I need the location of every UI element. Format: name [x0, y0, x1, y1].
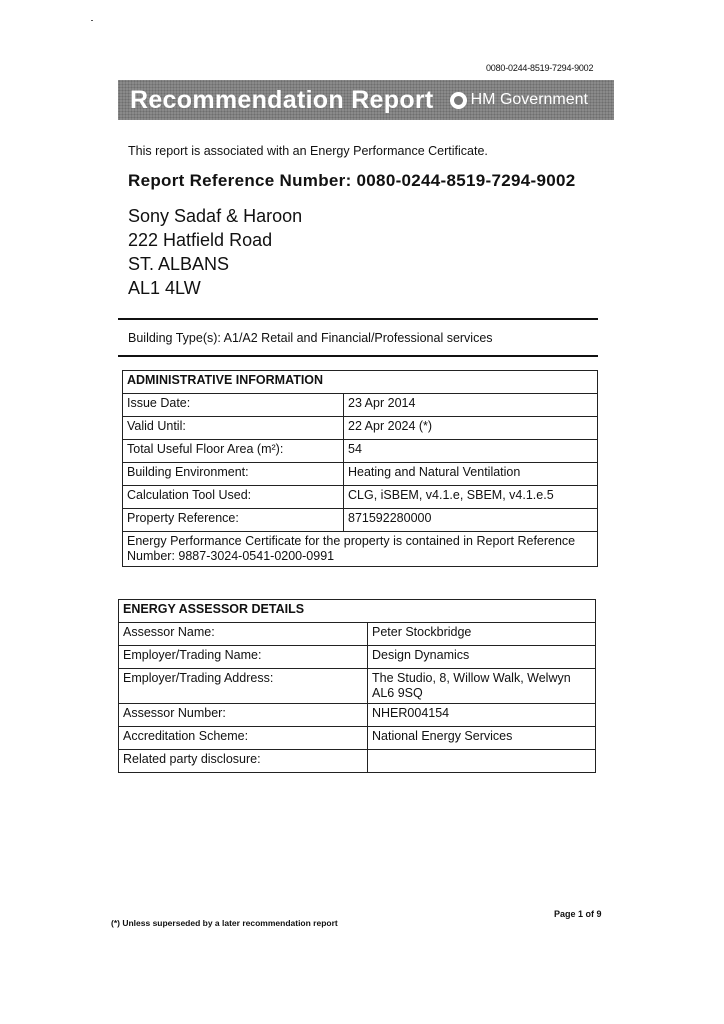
admin-value: 22 Apr 2024 (*)	[344, 417, 598, 440]
admin-label: Calculation Tool Used:	[123, 486, 344, 509]
assessor-value: Peter Stockbridge	[368, 623, 596, 646]
crest-icon	[450, 92, 467, 109]
intro-text: This report is associated with an Energy Performance Certificate.	[128, 144, 488, 158]
scan-mark	[91, 20, 93, 21]
assessor-label: Assessor Name:	[119, 623, 368, 646]
table-row	[123, 394, 598, 417]
table-row	[119, 750, 596, 773]
report-banner	[118, 80, 614, 120]
table-row	[119, 727, 596, 750]
table-row	[119, 704, 596, 727]
address-line: 222 Hatfield Road	[128, 230, 273, 250]
building-type: Building Type(s): A1/A2 Retail and Financial/Professional services	[128, 331, 493, 345]
assessor-label: Assessor Number:	[119, 704, 368, 727]
assessor-value: NHER004154	[368, 704, 596, 727]
admin-label: Valid Until:	[123, 417, 344, 440]
hm-government-logo	[450, 91, 588, 109]
assessor-value: National Energy Services	[368, 727, 596, 750]
energy-assessor-table	[118, 599, 596, 773]
admin-label: Property Reference:	[123, 509, 344, 532]
page-number: Page 1 of 9	[554, 909, 602, 919]
address-line: AL1 4LW	[128, 278, 201, 298]
assessor-heading: ENERGY ASSESSOR DETAILS	[119, 600, 596, 623]
table-row	[119, 669, 596, 704]
admin-value: Heating and Natural Ventilation	[344, 463, 598, 486]
divider-top	[118, 318, 598, 320]
admin-value: CLG, iSBEM, v4.1.e, SBEM, v4.1.e.5	[344, 486, 598, 509]
footnote: (*) Unless superseded by a later recommendation report	[111, 918, 338, 928]
admin-value: 23 Apr 2014	[344, 394, 598, 417]
table-row	[119, 623, 596, 646]
government-label: HM Government	[470, 91, 588, 108]
table-row	[123, 486, 598, 509]
assessor-label: Employer/Trading Address:	[119, 669, 368, 704]
epc-note: Energy Performance Certificate for the property is contained in Report Reference Number: 9887-3024-0541-0200-0991	[123, 532, 598, 567]
table-row	[123, 417, 598, 440]
assessor-label: Related party disclosure:	[119, 750, 368, 773]
admin-label: Total Useful Floor Area (m²):	[123, 440, 344, 463]
table-row	[119, 646, 596, 669]
table-row	[123, 463, 598, 486]
property-address	[128, 204, 302, 300]
table-row	[123, 440, 598, 463]
assessor-value	[368, 750, 596, 773]
assessor-label: Accreditation Scheme:	[119, 727, 368, 750]
banner-title: Recommendation Report	[130, 85, 434, 114]
address-line: ST. ALBANS	[128, 254, 230, 274]
top-reference-number: 0080-0244-8519-7294-9002	[486, 63, 594, 73]
table-row	[123, 532, 598, 567]
admin-value: 54	[344, 440, 598, 463]
assessor-value: The Studio, 8, Willow Walk, Welwyn AL6 9SQ	[368, 669, 596, 704]
admin-label: Building Environment:	[123, 463, 344, 486]
admin-heading: ADMINISTRATIVE INFORMATION	[123, 371, 598, 394]
report-reference-number: Report Reference Number: 0080-0244-8519-7294-9002	[128, 171, 576, 190]
assessor-value: Design Dynamics	[368, 646, 596, 669]
address-line: Sony Sadaf & Haroon	[128, 206, 303, 226]
assessor-label: Employer/Trading Name:	[119, 646, 368, 669]
admin-label: Issue Date:	[123, 394, 344, 417]
divider-bottom	[118, 355, 598, 357]
admin-value: 871592280000	[344, 509, 598, 532]
administrative-information-table	[122, 370, 598, 567]
table-row	[123, 509, 598, 532]
